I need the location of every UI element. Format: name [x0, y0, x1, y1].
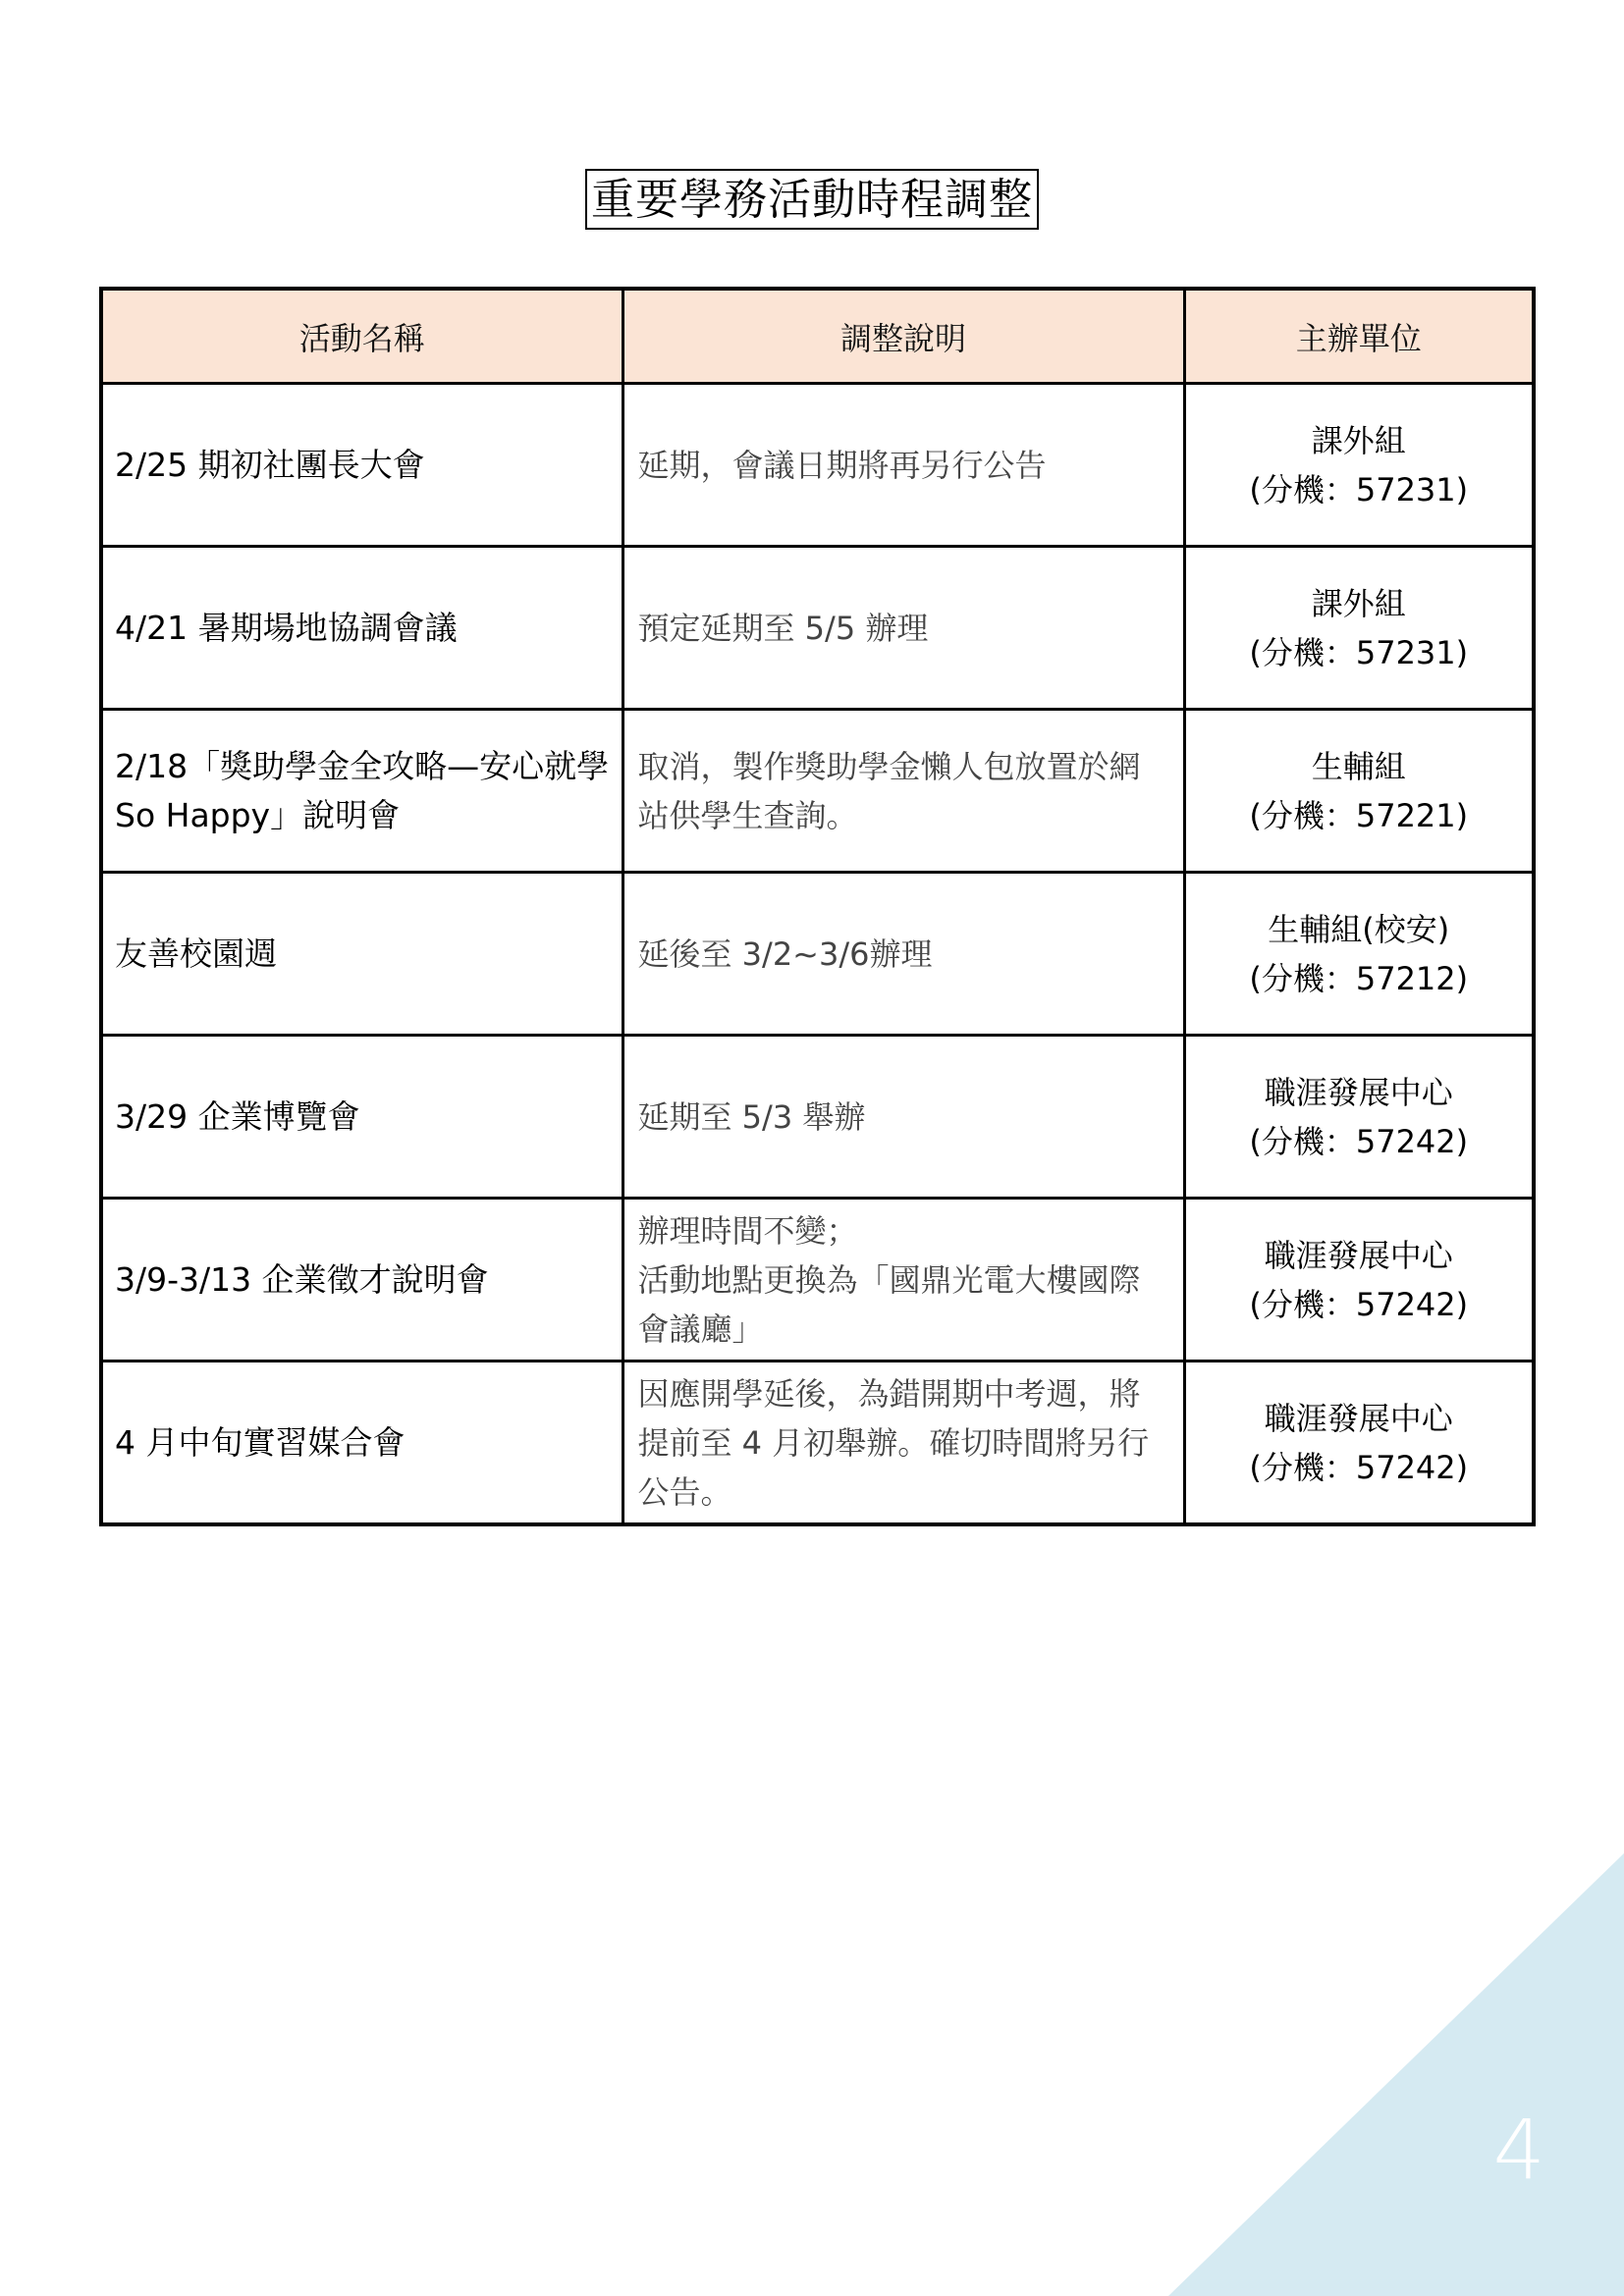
adjustment-description: 延後至 3/2~3/6辦理 [623, 873, 1184, 1036]
adjustment-description: 延期，會議日期將再另行公告 [623, 384, 1184, 547]
organizer-cell [1184, 873, 1534, 1036]
activity-name: 2/25 期初社團長大會 [101, 384, 623, 547]
schedule-table [99, 287, 1536, 1526]
activity-name: 2/18「獎助學金全攻略—安心就學 So Happy」說明會 [101, 710, 623, 873]
adjustment-description: 延期至 5/3 舉辦 [623, 1036, 1184, 1199]
organizer-name: 課外組 [1311, 421, 1406, 459]
organizer-extension: (分機：57242) [1249, 1122, 1469, 1160]
page-number: 4 [1492, 2102, 1545, 2198]
organizer-extension: (分機：57212) [1249, 959, 1469, 997]
table-row [101, 547, 1534, 710]
table-header-row [101, 289, 1534, 384]
organizer-name: 職涯發展中心 [1264, 1236, 1453, 1274]
activity-name: 4/21 暑期場地協調會議 [101, 547, 623, 710]
organizer-cell [1184, 1362, 1534, 1525]
organizer-name: 生輔組 [1311, 747, 1406, 785]
organizer-extension: (分機：57231) [1249, 633, 1469, 671]
activity-name: 4 月中旬實習媒合會 [101, 1362, 623, 1525]
organizer-cell [1184, 1036, 1534, 1199]
column-header-description: 調整說明 [623, 289, 1184, 384]
adjustment-description: 辦理時間不變； 活動地點更換為「國鼎光電大樓國際會議廳」 [623, 1199, 1184, 1362]
table-row [101, 1362, 1534, 1525]
activity-name: 友善校園週 [101, 873, 623, 1036]
activity-name: 3/29 企業博覽會 [101, 1036, 623, 1199]
organizer-cell [1184, 384, 1534, 547]
organizer-cell [1184, 710, 1534, 873]
table-row [101, 710, 1534, 873]
organizer-name: 課外組 [1311, 584, 1406, 622]
table-row [101, 1199, 1534, 1362]
organizer-name: 職涯發展中心 [1264, 1073, 1453, 1111]
organizer-extension: (分機：57231) [1249, 470, 1469, 508]
adjustment-description: 因應開學延後，為錯開期中考週，將提前至 4 月初舉辦。確切時間將另行公告。 [623, 1362, 1184, 1525]
table-row [101, 873, 1534, 1036]
title-container [0, 169, 1624, 230]
organizer-cell [1184, 1199, 1534, 1362]
organizer-extension: (分機：57242) [1249, 1285, 1469, 1323]
page-title: 重要學務活動時程調整 [585, 169, 1039, 230]
column-header-organizer: 主辦單位 [1184, 289, 1534, 384]
organizer-extension: (分機：57242) [1249, 1448, 1469, 1486]
table-row [101, 1036, 1534, 1199]
adjustment-description: 取消，製作獎助學金懶人包放置於網站供學生查詢。 [623, 710, 1184, 873]
organizer-name: 職涯發展中心 [1264, 1399, 1453, 1437]
adjustment-description: 預定延期至 5/5 辦理 [623, 547, 1184, 710]
organizer-cell [1184, 547, 1534, 710]
organizer-name: 生輔組(校安) [1268, 910, 1450, 948]
column-header-activity: 活動名稱 [101, 289, 623, 384]
activity-name: 3/9-3/13 企業徵才說明會 [101, 1199, 623, 1362]
table-row [101, 384, 1534, 547]
organizer-extension: (分機：57221) [1249, 796, 1469, 834]
